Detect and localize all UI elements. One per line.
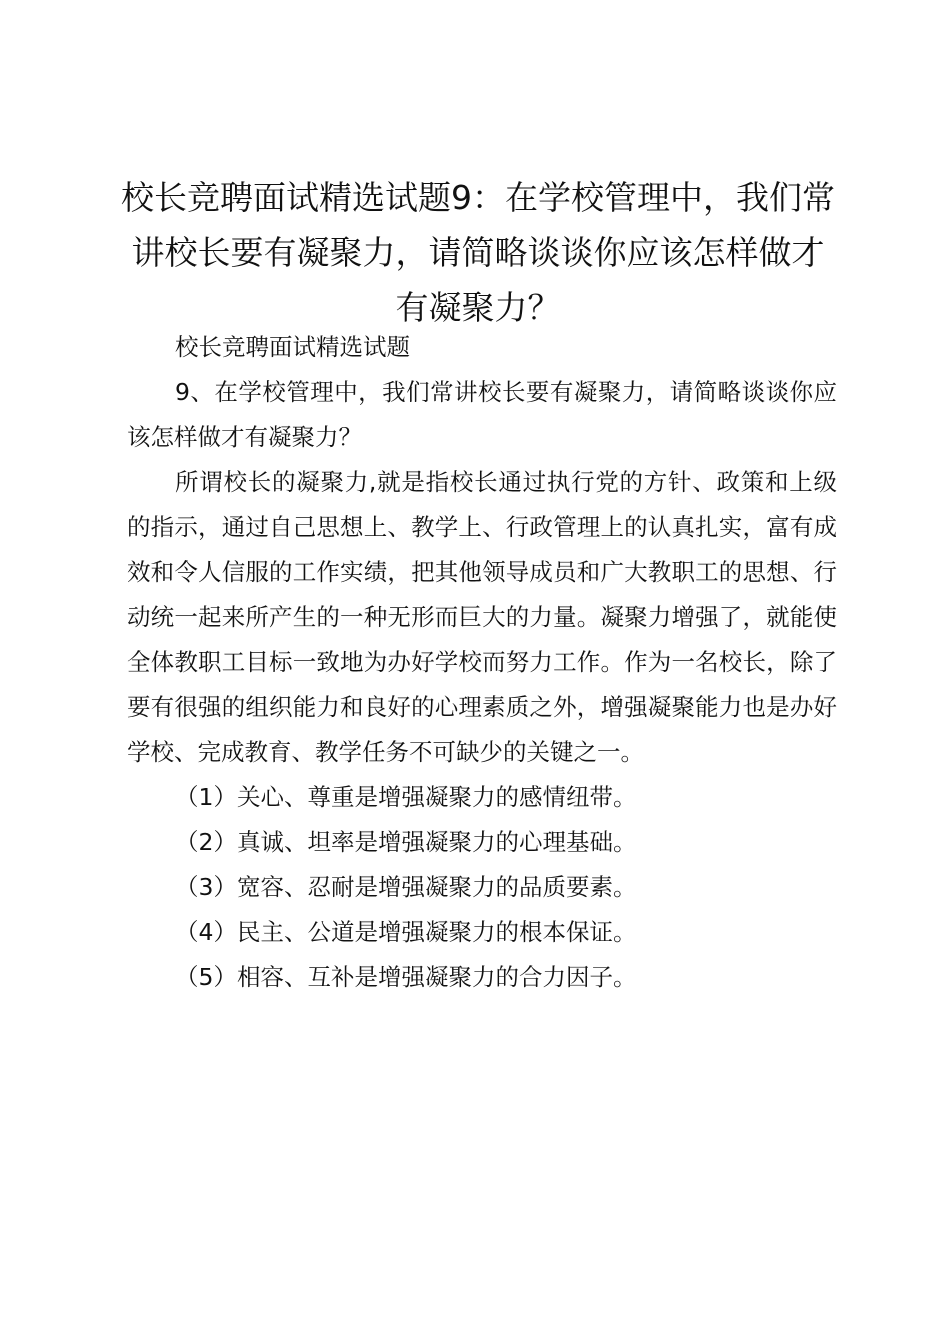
point-item: （3）宽容、忍耐是增强凝聚力的品质要素。 — [175, 873, 637, 901]
answer-paragraph: 所谓校长的凝聚力,就是指校长通过执行党的方针、政策和上级的指示，通过自己思想上、教学上、行政管理上的认真扎实，富有成效和令人信服的工作实绩，把其他领导成员和广大教职工的思想、行动统一起来所产生的一种无形而巨大的力量。凝聚力增强了，就能使全体教职工目标一致地为办好学校而努力工作。作为一名校长，除了要有很强的组织能力和良好的心理素质之外，增强凝聚能力也是办好学校、完成教育、教学任务不可缺少的关键之一。 — [127, 468, 837, 766]
point-item: （4）民主、公道是增强凝聚力的根本保证。 — [175, 918, 637, 946]
point-item: （1）关心、尊重是增强凝聚力的感情纽带。 — [175, 783, 637, 811]
point-item: （5）相容、互补是增强凝聚力的合力因子。 — [175, 963, 637, 991]
document-body — [127, 325, 837, 1000]
point-item: （2）真诚、坦率是增强凝聚力的心理基础。 — [175, 828, 637, 856]
question-paragraph: 9、在学校管理中，我们常讲校长要有凝聚力，请简略谈谈你应该怎样做才有凝聚力？ — [127, 378, 837, 451]
document-title: 校长竞聘面试精选试题9：在学校管理中，我们常讲校长要有凝聚力，请简略谈谈你应该怎样做才有凝聚力？ — [121, 178, 835, 327]
subtitle-paragraph: 校长竞聘面试精选试题 — [175, 333, 410, 361]
